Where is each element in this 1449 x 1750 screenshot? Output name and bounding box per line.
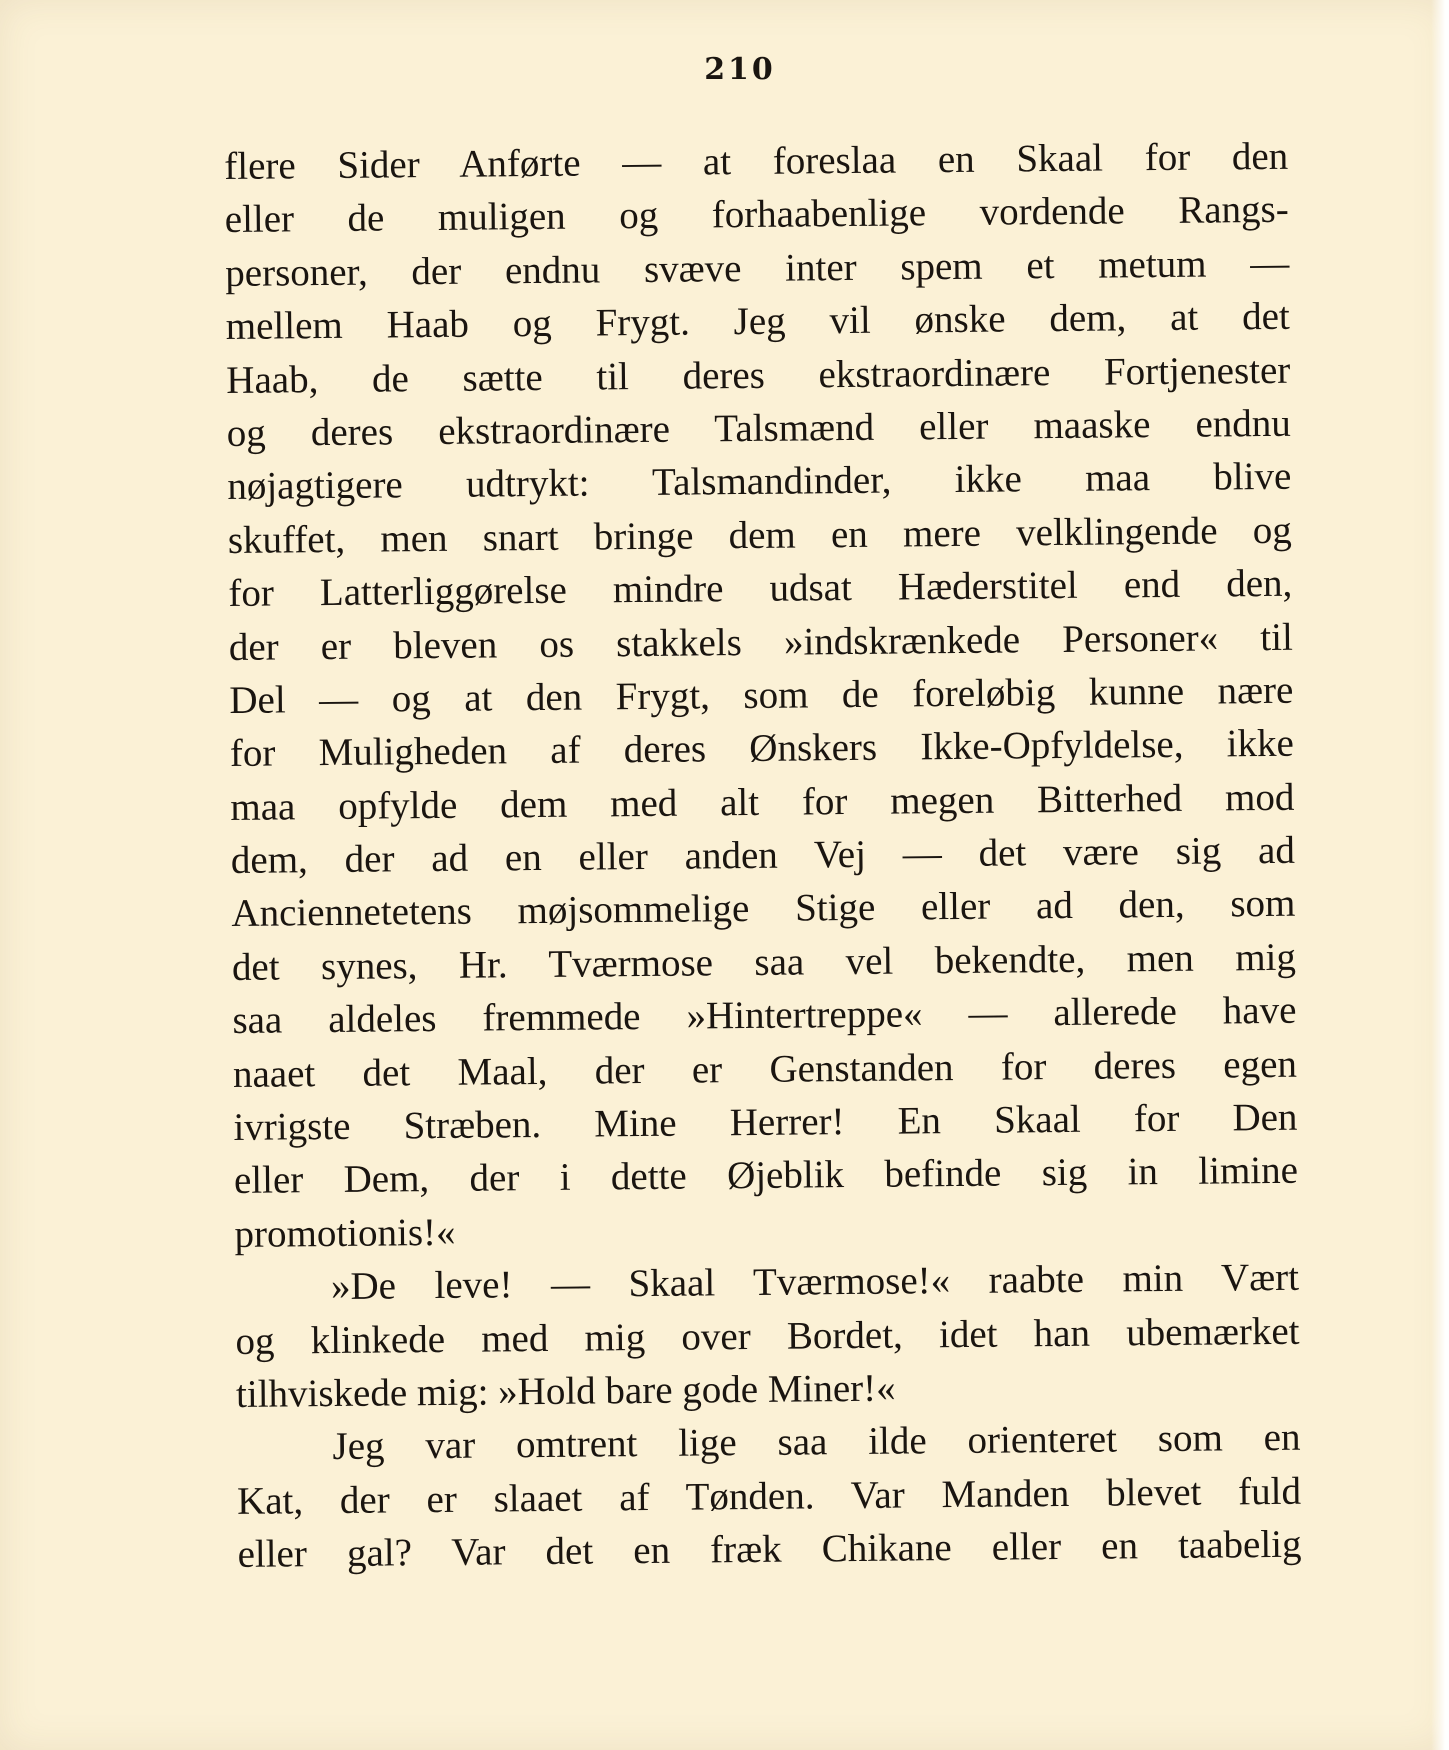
text-line: »De leve! — Skaal Tværmose!« raabte min Vært	[330, 1255, 1300, 1309]
text-line: mellem Haab og Frygt. Jeg vil ønske dem, at det	[225, 294, 1290, 349]
text-line: og klinkede med mig over Bordet, idet han ubemærket	[235, 1309, 1300, 1363]
text-line: promotionis!«	[234, 1210, 456, 1256]
text-line: flere Sider Anførte — at foreslaa en Skaal for den	[224, 134, 1289, 188]
text-line: Kat, der er slaaet af Tønden. Var Manden blevet fuld	[236, 1469, 1302, 1523]
text-line: tilhviskede mig: »Hold bare gode Miner!«	[235, 1366, 896, 1416]
text-line: og deres ekstraordinære Talsmænd eller maaske endnu	[226, 401, 1291, 455]
text-line: maa opfylde dem med alt for megen Bitterhed mod	[230, 775, 1295, 829]
text-line: eller de muligen og forhaabenlige vordende Rangs-	[224, 188, 1289, 242]
text-line: dem, der ad en eller anden Vej — det være sig ad	[230, 828, 1296, 883]
body-text	[224, 130, 1302, 1582]
text-line: for Latterliggørelse mindre udsat Hæderstitel end den,	[228, 561, 1293, 616]
text-line: Anciennetetens møjsommelige Stige eller ad den, som	[231, 882, 1296, 936]
text-line: ivrigste Stræben. Mine Herrer! En Skaal for Den	[233, 1095, 1298, 1149]
text-line: der er bleven os stakkels »indskrænkede Personer« til	[228, 615, 1294, 669]
text-line: nøjagtigere udtrykt: Talsmandinder, ikke maa blive	[227, 455, 1292, 509]
text-line: Del — og at den Frygt, som de foreløbig kunne nære	[229, 668, 1294, 722]
text-line: skuffet, men snart bringe dem en mere velklingende og	[227, 508, 1292, 562]
text-line: personer, der endnu svæve inter spem et metum —	[225, 241, 1290, 295]
text-line: for Muligheden af deres Ønskers Ikke-Opfyldelse, ikke	[229, 722, 1295, 776]
text-line: eller Dem, der i dette Øjeblik befinde sig in limine	[233, 1149, 1299, 1203]
text-line: Jeg var omtrent lige saa ilde orienteret som en	[332, 1416, 1301, 1469]
text-line: eller gal? Var det en fræk Chikane eller en taabelig	[237, 1522, 1302, 1577]
text-line: det synes, Hr. Tværmose saa vel bekendte, men mig	[231, 935, 1297, 989]
text-line: Haab, de sætte til deres ekstraordinære Fortjenester	[226, 348, 1291, 402]
page-number: 210	[704, 52, 776, 87]
page-edge	[1431, 0, 1449, 1750]
text-line: naaet det Maal, der er Genstanden for deres egen	[232, 1042, 1298, 1096]
text-line: saa aldeles fremmede »Hintertreppe« — allerede have	[232, 988, 1297, 1043]
